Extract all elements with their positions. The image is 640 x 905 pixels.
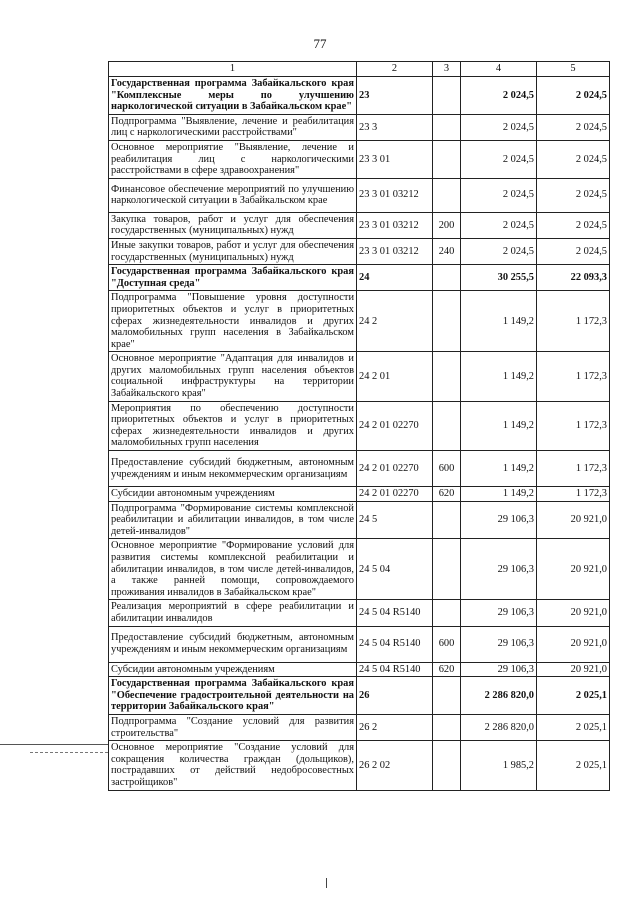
row-value-2021: 2 025,1 — [537, 714, 610, 740]
row-value-2021: 1 172,3 — [537, 352, 610, 401]
row-value-2020: 2 024,5 — [461, 238, 537, 264]
column-header: 5 — [537, 62, 610, 77]
table-row — [109, 77, 610, 115]
row-type: 600 — [433, 451, 461, 487]
row-type — [433, 178, 461, 212]
row-value-2020: 2 286 820,0 — [461, 714, 537, 740]
row-code: 24 5 04 R5140 — [357, 662, 433, 677]
row-name: Подпрограмма "Выявление, лечение и реабилитация лиц с наркологическими расстройствами" — [109, 114, 357, 140]
table-row — [109, 501, 610, 539]
row-code: 23 3 01 03212 — [357, 238, 433, 264]
row-name: Реализация мероприятий в сфере реабилитации и абилитации инвалидов — [109, 600, 357, 626]
row-value-2020: 1 149,2 — [461, 352, 537, 401]
row-type — [433, 352, 461, 401]
row-name: Субсидии автономным учреждениям — [109, 487, 357, 502]
column-header: 1 — [109, 62, 357, 77]
row-type — [433, 401, 461, 450]
row-name: Предоставление субсидий бюджетным, автономным учреждениям и иным некоммерческим организациям — [109, 451, 357, 487]
table-header-row — [109, 62, 610, 77]
row-value-2021: 2 024,5 — [537, 77, 610, 115]
row-value-2020: 2 286 820,0 — [461, 677, 537, 715]
row-value-2020: 29 106,3 — [461, 501, 537, 539]
row-type — [433, 741, 461, 790]
row-value-2020: 29 106,3 — [461, 626, 537, 662]
row-name: Государственная программа Забайкальского края "Обеспечение градостроительной деятельности на территории Забайкальского края" — [109, 677, 357, 715]
column-header: 4 — [461, 62, 537, 77]
row-value-2021: 1 172,3 — [537, 451, 610, 487]
table-row — [109, 677, 610, 715]
row-value-2020: 2 024,5 — [461, 140, 537, 178]
budget-table — [108, 61, 610, 791]
row-value-2021: 22 093,3 — [537, 265, 610, 291]
row-value-2021: 1 172,3 — [537, 487, 610, 502]
row-name: Финансовое обеспечение мероприятий по улучшению наркологической ситуации в Забайкальском крае — [109, 178, 357, 212]
column-header: 2 — [357, 62, 433, 77]
row-type: 620 — [433, 662, 461, 677]
row-value-2020: 2 024,5 — [461, 114, 537, 140]
row-value-2020: 30 255,5 — [461, 265, 537, 291]
row-value-2020: 2 024,5 — [461, 212, 537, 238]
row-name: Мероприятия по обеспечению доступности приоритетных объектов и услуг в приоритетных сферах жизнедеятельности инвалидов и других маломобильных групп населения — [109, 401, 357, 450]
table-row — [109, 487, 610, 502]
row-type — [433, 140, 461, 178]
row-name: Иные закупки товаров, работ и услуг для обеспечения государственных (муниципальных) нужд — [109, 238, 357, 264]
row-name: Государственная программа Забайкальского края "Доступная среда" — [109, 265, 357, 291]
row-value-2020: 29 106,3 — [461, 600, 537, 626]
row-type: 240 — [433, 238, 461, 264]
row-value-2021: 2 024,5 — [537, 140, 610, 178]
scan-mark — [326, 878, 327, 888]
row-value-2021: 20 921,0 — [537, 600, 610, 626]
row-value-2021: 2 024,5 — [537, 178, 610, 212]
row-name: Основное мероприятие "Адаптация для инвалидов и других маломобильных групп населения объектов социальной инфраструктуры на территории Забайкальского края" — [109, 352, 357, 401]
row-code: 23 3 — [357, 114, 433, 140]
row-name: Закупка товаров, работ и услуг для обеспечения государственных (муниципальных) нужд — [109, 212, 357, 238]
row-code: 24 2 01 02270 — [357, 401, 433, 450]
row-type: 600 — [433, 626, 461, 662]
table-row — [109, 401, 610, 450]
table-row — [109, 178, 610, 212]
row-code: 24 5 04 R5140 — [357, 626, 433, 662]
row-value-2021: 1 172,3 — [537, 291, 610, 352]
row-value-2020: 1 985,2 — [461, 741, 537, 790]
table-row — [109, 140, 610, 178]
row-code: 23 3 01 — [357, 140, 433, 178]
row-type — [433, 501, 461, 539]
row-name: Предоставление субсидий бюджетным, автономным учреждениям и иным некоммерческим организациям — [109, 626, 357, 662]
row-value-2021: 20 921,0 — [537, 501, 610, 539]
row-type — [433, 600, 461, 626]
row-name: Основное мероприятие "Создание условий для сокращения количества граждан (дольщиков), пострадавших от действий недобросовестных застройщиков" — [109, 741, 357, 790]
row-type — [433, 77, 461, 115]
table-row — [109, 600, 610, 626]
row-value-2020: 2 024,5 — [461, 178, 537, 212]
row-name: Подпрограмма "Повышение уровня доступности приоритетных объектов и услуг в приоритетных сферах жизнедеятельности инвалидов и других маломобильных групп населения в Забайкальском крае" — [109, 291, 357, 352]
row-code: 24 5 04 — [357, 539, 433, 600]
row-code: 26 2 — [357, 714, 433, 740]
row-code: 26 — [357, 677, 433, 715]
row-name: Основное мероприятие "Выявление, лечение и реабилитация лиц с наркологическими расстройствами в сфере здравоохранения" — [109, 140, 357, 178]
row-value-2020: 1 149,2 — [461, 451, 537, 487]
row-value-2020: 1 149,2 — [461, 487, 537, 502]
row-name: Государственная программа Забайкальского края "Комплексные меры по улучшению наркологической ситуации в Забайкальском крае" — [109, 77, 357, 115]
row-type — [433, 114, 461, 140]
row-value-2021: 20 921,0 — [537, 626, 610, 662]
table-row — [109, 741, 610, 790]
row-code: 24 2 01 — [357, 352, 433, 401]
row-value-2021: 2 024,5 — [537, 114, 610, 140]
table-row — [109, 265, 610, 291]
table-row — [109, 662, 610, 677]
row-name: Подпрограмма "Формирование системы комплексной реабилитации и абилитации инвалидов, в том числе детей-инвалидов" — [109, 501, 357, 539]
row-type — [433, 714, 461, 740]
table-row — [109, 291, 610, 352]
row-type — [433, 539, 461, 600]
table-row — [109, 714, 610, 740]
scan-margin-line — [30, 752, 108, 753]
row-value-2021: 2 024,5 — [537, 238, 610, 264]
table-row — [109, 539, 610, 600]
row-type — [433, 291, 461, 352]
table-row — [109, 352, 610, 401]
row-code: 23 — [357, 77, 433, 115]
table-row — [109, 114, 610, 140]
row-type: 200 — [433, 212, 461, 238]
row-value-2021: 2 025,1 — [537, 741, 610, 790]
row-code: 24 2 01 02270 — [357, 487, 433, 502]
page-number: 77 — [313, 36, 327, 51]
row-value-2020: 29 106,3 — [461, 539, 537, 600]
row-type — [433, 677, 461, 715]
table-row — [109, 238, 610, 264]
row-value-2021: 2 025,1 — [537, 677, 610, 715]
row-value-2021: 1 172,3 — [537, 401, 610, 450]
row-type — [433, 265, 461, 291]
row-code: 24 2 — [357, 291, 433, 352]
row-code: 24 — [357, 265, 433, 291]
row-code: 23 3 01 03212 — [357, 212, 433, 238]
row-name: Основное мероприятие "Формирование условий для развития системы комплексной реабилитации и абилитации инвалидов, в том числе детей-инвалидов, а также ранней помощи, сопровождаемого проживания инвалидов в Забайкальском крае" — [109, 539, 357, 600]
table-row — [109, 212, 610, 238]
row-value-2020: 1 149,2 — [461, 401, 537, 450]
scan-margin-line — [0, 744, 108, 745]
row-code: 24 5 04 R5140 — [357, 600, 433, 626]
column-header: 3 — [433, 62, 461, 77]
row-value-2020: 2 024,5 — [461, 77, 537, 115]
row-value-2021: 20 921,0 — [537, 539, 610, 600]
row-code: 23 3 01 03212 — [357, 178, 433, 212]
row-value-2020: 1 149,2 — [461, 291, 537, 352]
table-row — [109, 626, 610, 662]
row-code: 24 5 — [357, 501, 433, 539]
row-value-2020: 29 106,3 — [461, 662, 537, 677]
row-code: 24 2 01 02270 — [357, 451, 433, 487]
table-row — [109, 451, 610, 487]
row-type: 620 — [433, 487, 461, 502]
row-name: Субсидии автономным учреждениям — [109, 662, 357, 677]
row-value-2021: 2 024,5 — [537, 212, 610, 238]
row-code: 26 2 02 — [357, 741, 433, 790]
row-name: Подпрограмма "Создание условий для развития строительства" — [109, 714, 357, 740]
row-value-2021: 20 921,0 — [537, 662, 610, 677]
